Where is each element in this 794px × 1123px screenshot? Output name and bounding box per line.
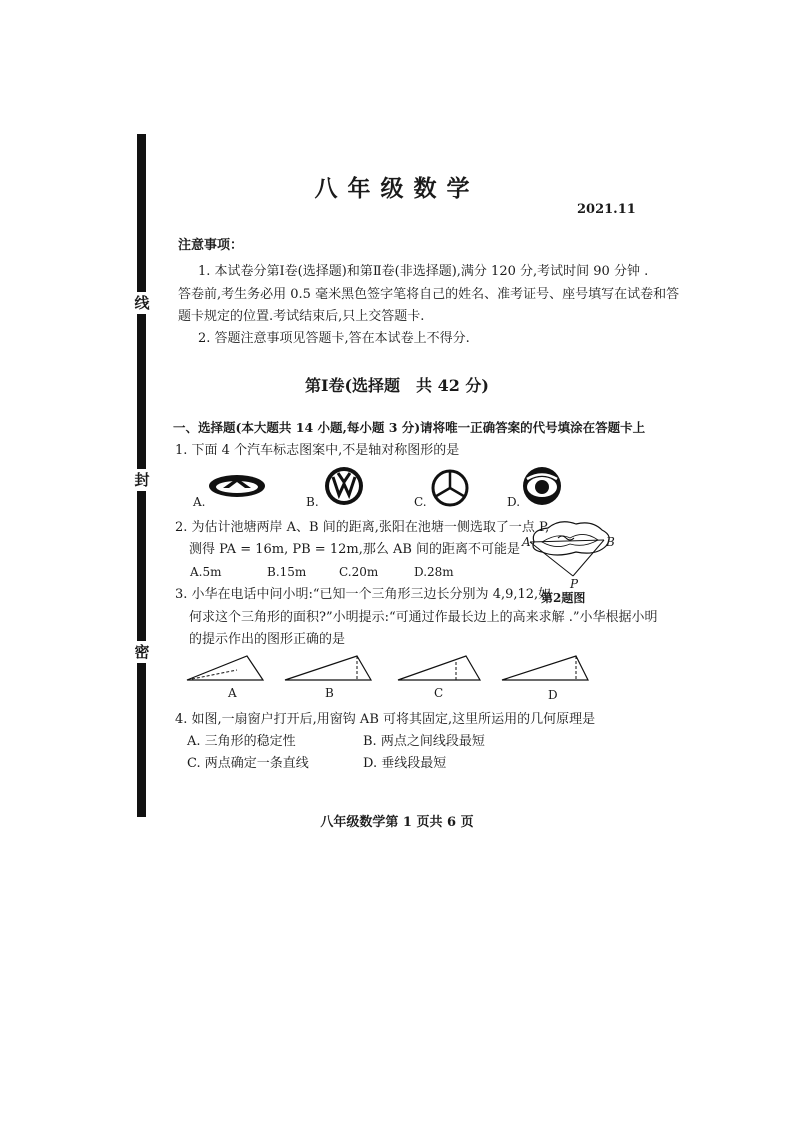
q4-stem: 4. 如图,一扇窗户打开后,用窗钩 AB 可将其固定,这里所运用的几何原理是 xyxy=(175,712,596,727)
notice-item2: 2. 答题注意事项见答题卡,答在本试卷上不得分. xyxy=(198,331,470,346)
binding-char-feng: 封 xyxy=(134,471,150,489)
mercedes-logo-icon xyxy=(430,468,470,508)
q1-option-c-label: C. xyxy=(414,495,427,509)
exam-date: 2021.11 xyxy=(577,202,636,217)
q2-fig-point-b: B xyxy=(606,535,615,549)
q3-triangle-c xyxy=(396,652,486,682)
q2-line1: 2. 为估计池塘两岸 A、B 间的距离,张阳在池塘一侧选取了一点 P, xyxy=(175,520,550,535)
q2-fig-point-p: P xyxy=(570,577,579,591)
eye-logo-icon xyxy=(522,466,562,506)
part1-heading: 一、选择题(本大题共 14 小题,每小题 3 分)请将唯一正确答案的代号填涂在答题卡上 xyxy=(173,420,646,435)
q4-option-a: A. 三角形的稳定性 xyxy=(187,734,296,749)
q2-option-d: D.28m xyxy=(414,565,454,579)
notice-item1-line1: 1. 本试卷分第Ⅰ卷(选择题)和第Ⅱ卷(非选择题),满分 120 分,考试时间 90 分钟 . xyxy=(198,264,649,279)
q4-option-d: D. 垂线段最短 xyxy=(363,756,447,771)
notice-heading: 注意事项： xyxy=(178,238,244,253)
q4-option-b: B. 两点之间线段最短 xyxy=(363,734,485,749)
q2-fig-caption: 第2题图 xyxy=(541,591,586,605)
q3-label-c: C xyxy=(434,686,444,700)
q4-option-c: C. 两点确定一条直线 xyxy=(187,756,309,771)
q2-line2: 测得 PA = 16m, PB = 12m,那么 AB 间的距离不可能是 xyxy=(189,542,521,557)
notice-item1-line2: 答卷前,考生务必用 0.5 毫米黑色签字笔将自己的姓名、准考证号、座号填写在试卷和答 xyxy=(178,287,680,302)
q3-line1: 3. 小华在电话中问小明:“已知一个三角形三边长分别为 4,9,12,如 xyxy=(175,587,552,602)
binding-char-xian: 线 xyxy=(134,294,150,312)
page-footer: 八年级数学第 1 页共 6 页 xyxy=(320,815,474,830)
section-title: 第Ⅰ卷(选择题 共 42 分) xyxy=(304,376,490,395)
q3-line2: 何求这个三角形的面积?”小明提示:“可通过作最长边上的高来求解 .”小华根据小明 xyxy=(189,610,658,625)
q3-label-b: B xyxy=(325,686,334,700)
q1-option-b-label: B. xyxy=(306,495,319,509)
q3-label-a: A xyxy=(228,686,237,700)
q3-triangle-a xyxy=(185,652,265,682)
q1-stem: 1. 下面 4 个汽车标志图案中,不是轴对称图形的是 xyxy=(175,443,460,458)
q3-line3: 的提示作出的图形正确的是 xyxy=(189,632,346,647)
q1-option-a-label: A. xyxy=(193,495,206,509)
q1-option-d-label: D. xyxy=(507,495,521,509)
q2-fig-point-a: A xyxy=(522,535,531,549)
volkswagen-logo-icon xyxy=(324,466,364,506)
infiniti-logo-icon xyxy=(207,473,267,499)
q2-option-b: B.15m xyxy=(267,565,307,579)
q3-triangle-b xyxy=(283,652,373,682)
q2-pond-figure xyxy=(520,516,620,582)
q2-option-a: A.5m xyxy=(190,565,222,579)
notice-item1-line3: 题卡规定的位置.考试结束后,只上交答题卡. xyxy=(178,309,425,324)
page-title: 八年级数学 xyxy=(314,175,480,202)
q2-option-c: C.20m xyxy=(339,565,379,579)
binding-char-mi: 密 xyxy=(134,643,150,661)
q3-triangle-d xyxy=(500,652,590,682)
q3-label-d: D xyxy=(548,688,558,702)
